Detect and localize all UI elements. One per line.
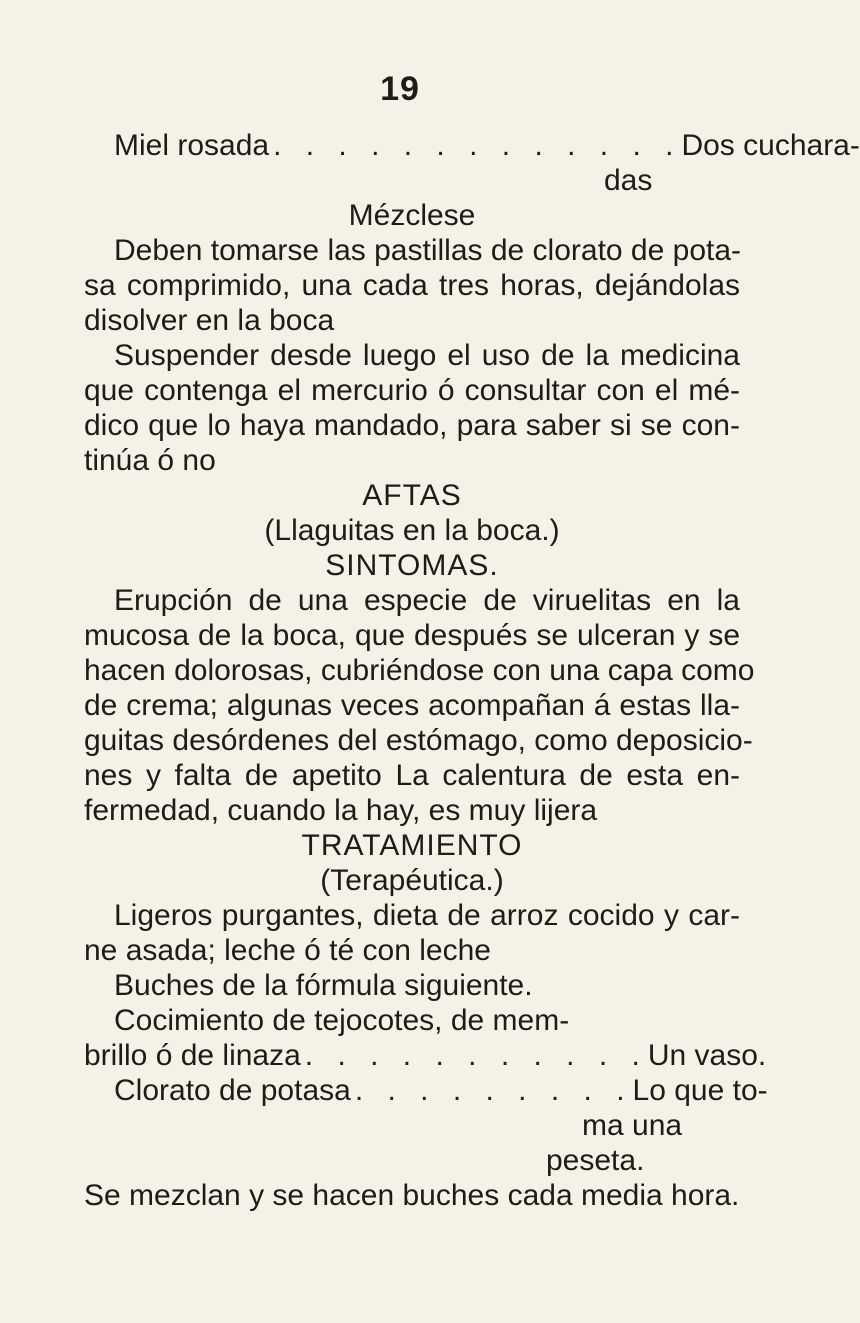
ingredient-label: Clorato de potasa	[114, 1074, 351, 1107]
paragraph-line: nes y falta de apetito La calentura de esta en-	[84, 759, 740, 792]
paragraph-line: sa comprimido, una cada tres horas, dejándolas	[84, 269, 740, 302]
paragraph-line: Ligeros purgantes, dieta de arroz cocido y car-	[114, 899, 740, 932]
recipe-line-miel-rosada	[84, 128, 860, 163]
recipe-line: Cocimiento de tejocotes, de mem-	[114, 1004, 570, 1037]
section-heading: AFTAS	[362, 479, 462, 512]
section-heading: TRATAMIENTO	[301, 829, 523, 862]
paragraph-line: Deben tomarse las pastillas de clorato de pota-	[114, 234, 742, 267]
quantity-continuation: das	[604, 164, 653, 197]
paragraph-line: hacen dolorosas, cubriéndose con una capa como	[84, 654, 755, 687]
quantity-continuation: peseta.	[546, 1144, 645, 1177]
leader-dots: . . . . . . . . .	[354, 1074, 633, 1107]
ingredient-quantity: Dos cuchara-	[681, 129, 860, 162]
paragraph-line: Erupción de una especie de viruelitas en la	[114, 584, 740, 617]
page-number: 19	[380, 70, 420, 108]
paragraph-line: que contenga el mercurio ó consultar con el mé-	[84, 374, 740, 407]
section-heading: SINTOMAS.	[325, 549, 499, 582]
ingredient-quantity: Un vaso.	[647, 1039, 767, 1072]
paragraph-line: Suspender desde luego el uso de la medicina	[114, 339, 740, 372]
paragraph-line: de crema; algunas veces acompañan á estas lla-	[84, 689, 740, 722]
recipe-line-clorato	[84, 1073, 768, 1108]
paragraph-line: ne asada; leche ó té con leche	[84, 934, 491, 967]
paragraph-line: disolver en la boca	[84, 304, 335, 337]
section-subheading: (Terapéutica.)	[320, 864, 504, 897]
paragraph-line: guitas desórdenes del estómago, como deposicio-	[84, 724, 753, 757]
ingredient-quantity: Lo que to-	[632, 1074, 768, 1107]
ingredient-label: brillo ó de linaza	[84, 1039, 301, 1072]
paragraph-line: mucosa de la boca, que después se ulceran y se	[84, 619, 740, 652]
paragraph-line: fermedad, cuando la hay, es muy lijera	[84, 794, 598, 827]
quantity-continuation: ma una	[582, 1109, 683, 1142]
paragraph-line: dico que lo haya mandado, para saber si se con-	[84, 409, 740, 442]
paragraph-line: Se mezclan y se hacen buches cada media hora.	[84, 1179, 740, 1212]
leader-dots: . . . . . . . . . . .	[304, 1039, 648, 1072]
page-text	[84, 128, 860, 1213]
instruction-line: Mézclese	[348, 199, 476, 232]
paragraph-line: Buches de la fórmula siguiente.	[114, 969, 533, 1002]
section-subheading: (Llaguitas en la boca.)	[264, 514, 560, 547]
ingredient-label: Miel rosada	[114, 129, 270, 162]
recipe-line-linaza	[84, 1038, 767, 1073]
paragraph-line: tinúa ó no	[84, 444, 216, 477]
leader-dots: . . . . . . . . . . . . .	[273, 129, 682, 162]
